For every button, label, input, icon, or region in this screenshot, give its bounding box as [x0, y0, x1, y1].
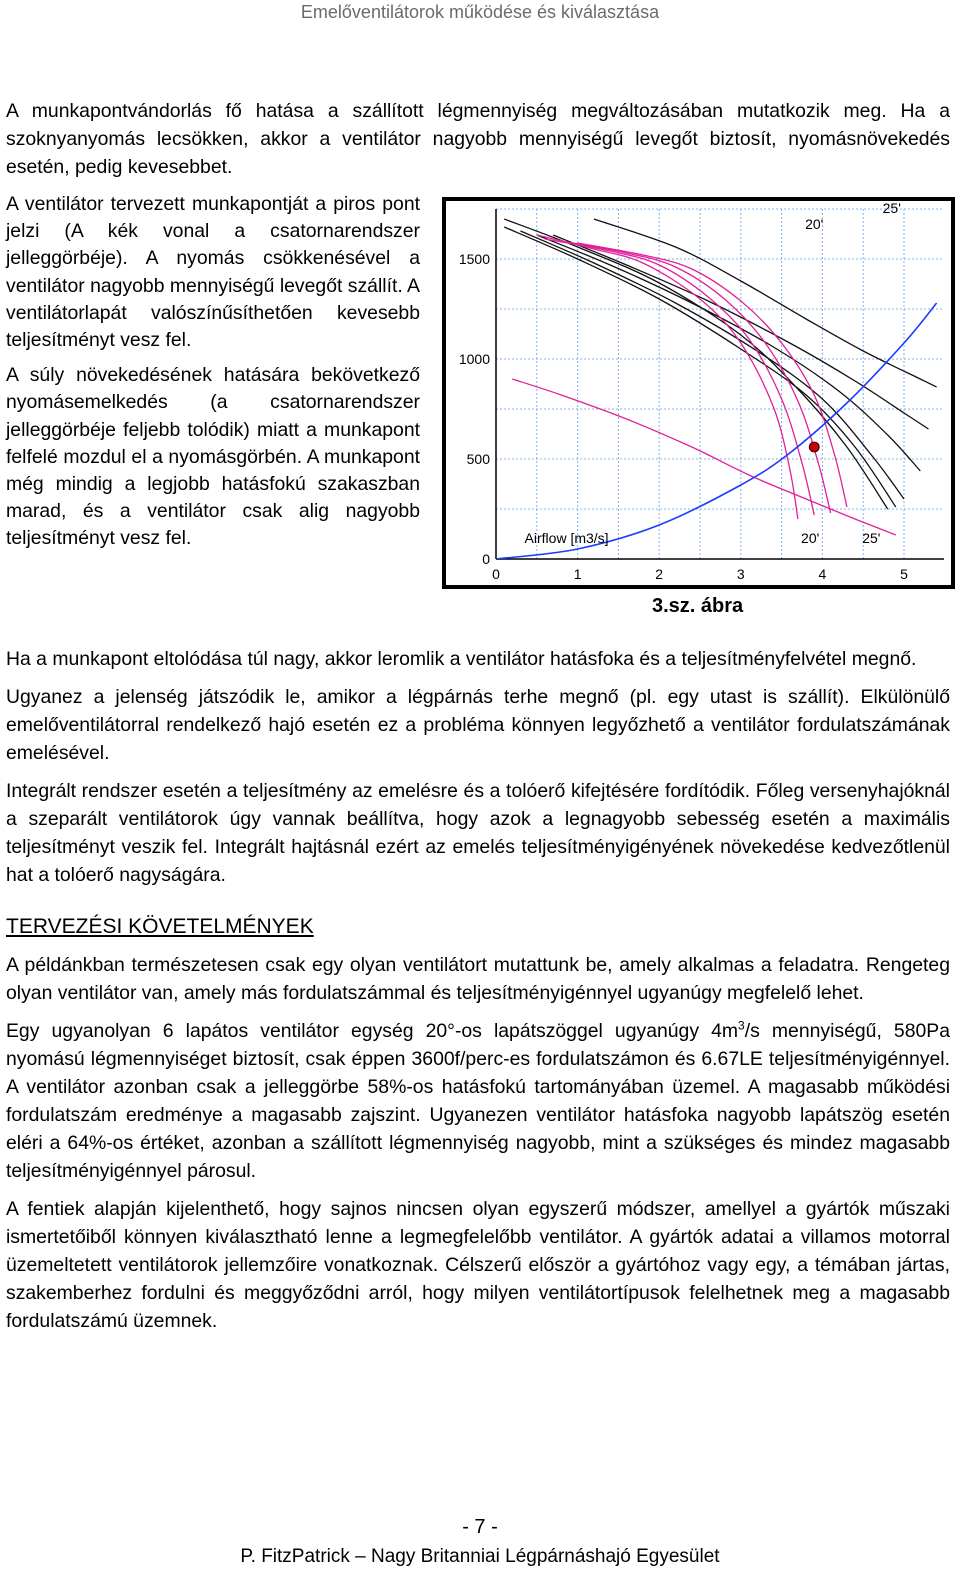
x-tick-label: 5 — [900, 566, 908, 582]
intro-paragraph: A munkapontvándorlás fő hatása a szállított légmennyiség megváltozásában mutatkozik meg. Ha a szoknyanyomás lecsökken, akkor a ventilátor nagyobb mennyiségű levegőt biztosít, nyomásnövekedés esetén, pedig kevesebbet. — [6, 100, 950, 178]
power-curve — [545, 239, 814, 515]
paragraph-integrated-system: Integrált rendszer esetén a teljesítmény az emelésre és a tolóerő kifejtésére fordítódik. Főleg versenyhajóknál a szeparált ventilátorok úgy vannak beállítva, hogy azok a legnagyobb sebesség esetén a maximális teljesítményt veszik fel. Integrált hajtásnál ezért az emelés teljesítményigényének növekedése kedvezőtlenül hat a tolóerő nagyságára. — [6, 780, 950, 886]
figure-section — [6, 191, 950, 637]
blade-angle-label: 25' — [882, 201, 901, 216]
page-content — [6, 97, 950, 1345]
y-tick-label: 500 — [466, 451, 490, 467]
y-tick-label: 1000 — [458, 351, 490, 367]
page-number: - 7 - — [462, 1516, 498, 1538]
pressure-curve — [504, 219, 888, 509]
paragraph-workpoint-shift: Ha a munkapont eltolódása túl nagy, akkor leromlik a ventilátor hatásfoka és a teljesítményfelvétel megnő. — [6, 648, 917, 670]
x-tick-label: 4 — [818, 566, 827, 582]
work-point-marker — [809, 442, 819, 452]
power-curve — [512, 379, 896, 535]
figure-side-text — [6, 191, 420, 561]
cube-superscript: 3 — [738, 1018, 745, 1033]
x-tick-label: 1 — [573, 566, 582, 582]
power-curve — [537, 235, 798, 519]
chart-svg — [446, 201, 951, 585]
figure-text-2: A súly növekedésének hatására bekövetkező nyomásemelkedés (a csatornarendszer jelleggörbéje feljebb tolódik) miatt a munkapont felfelé mozdul el a nyomásgörbén. A munkapont még mindig a legjobb hatásfokú szakaszban marad, és a ventilátor csak alig nagyobb teljesítményt vesz fel. — [6, 364, 420, 550]
paragraph-load-increase: Ugyanez a jelenség játszódik le, amikor a légpárnás terhe megnő (pl. egy utast is szállít). Elkülönülő emelőventilátorral rendelkező hajó esetén ez a probléma könnyen legyőzhető a ventilátor fordulatszámának emelésével. — [6, 686, 950, 764]
x-tick-label: 0 — [492, 566, 500, 582]
y-tick-label: 0 — [482, 551, 490, 567]
y-tick-label: 1500 — [458, 251, 490, 267]
figure-caption: 3.sz. ábra — [652, 595, 744, 617]
x-tick-label: 2 — [655, 566, 664, 582]
blade-angle-label: 20' — [801, 530, 820, 546]
section-heading: TERVEZÉSI KÖVETELMÉNYEK — [6, 915, 314, 938]
blade-angle-label: 20' — [805, 216, 824, 232]
fan-curve-chart — [442, 197, 955, 589]
x-axis-label: Airflow [m3/s] — [524, 530, 609, 546]
same-fan-text-2: /s mennyiségű, 580Pa nyomású légmennyiséget biztosít, csak éppen 3600f/perc-es fordulatszámon és 6.67LE teljesítményigénnyel. A ventilátor azonban csak a jelleggörbe 58%-os hatásfokú tartományában üzemel. A magasabb működési fordulatszám eredménye a magasabb zajszint. Ugyanezen ventilátor hatásfoka nagyobb lapátszög esetén eléri a 64%-os értéket, azonban a szállított légmennyiség nagyobb, mint a szükséges és mindez magasabb teljesítményigénnyel párosul. — [6, 1020, 950, 1182]
paragraph-conclusion: A fentiek alapján kijelenthető, hogy sajnos nincsen olyan egyszerű módszer, amellyel a gyártók műszaki ismertetőiből könnyen kiválasztható lenne a legmegfelelőbb ventilátor. A gyártók adatai a villamos motorral üzemeltetett ventilátorok jellemzőire vonatkoznak. Célszerű először a gyártóhoz vagy egy, a témában jártas, szakemberhez fordulni és meggyőződni arról, hogy milyen ventilátortípusok felelhetnek meg a magasabb fordulatszámú üzemnek. — [6, 1198, 950, 1332]
same-fan-text-1: Egy ugyanolyan 6 lapátos ventilátor egység 20°-os lapátszöggel ugyanúgy 4m — [6, 1020, 739, 1042]
running-header: Emelőventilátorok működése és kiválasztása — [300, 2, 660, 22]
pressure-curve — [594, 219, 937, 387]
blade-angle-label: 25' — [862, 530, 881, 546]
footer-organization: P. FitzPatrick – Nagy Britanniai Légpárnáshajó Egyesület — [240, 1546, 720, 1567]
paragraph-same-fan — [6, 1017, 950, 1185]
paragraph-example: A példánkban természetesen csak egy olyan ventilátort mutattunk be, amely alkalmas a feladatra. Rengeteg olyan ventilátor van, amely más fordulatszámmal és teljesítményigénnyel ugyanúgy megfelelő lehet. — [6, 954, 950, 1004]
x-tick-label: 3 — [736, 566, 745, 582]
figure-text-1: A ventilátor tervezett munkapontját a piros pont jelzi (A kék vonal a csatornarendszer jelleggörbéje). A nyomás csökkenésével a ventilátor nagyobb mennyiségű levegőt szállít. A ventilátorlapát valószínűsíthetően kevesebb teljesítményt vesz fel. — [6, 193, 420, 352]
system-curve — [496, 303, 937, 559]
